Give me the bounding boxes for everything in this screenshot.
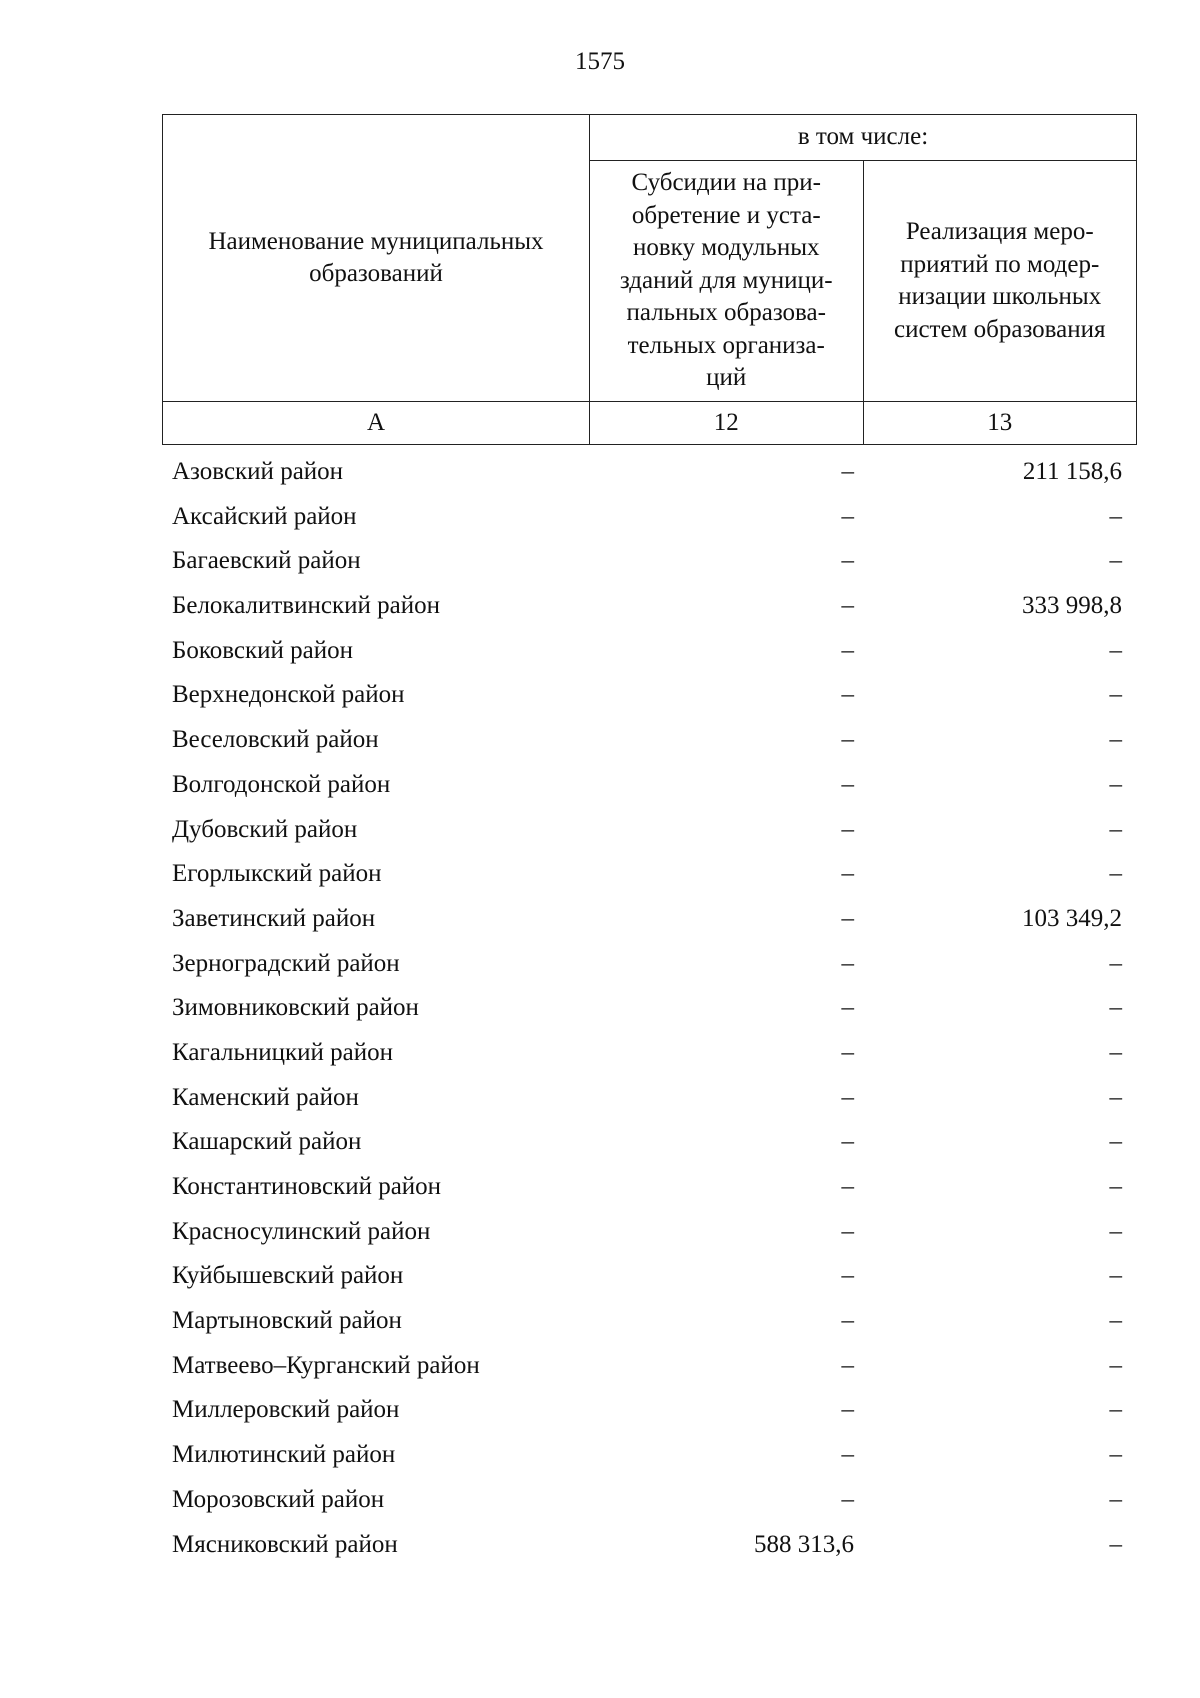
table-row	[0, 1076, 1200, 1121]
table-row	[0, 495, 1200, 540]
table-row	[0, 1388, 1200, 1433]
table-row	[0, 763, 1200, 808]
modernization-value: –	[1109, 681, 1122, 709]
header-column-13-line: Реализация меро-	[905, 218, 1094, 245]
municipality-name: Константиновский район	[172, 1173, 442, 1200]
header-column-13-line: низации школьных	[898, 283, 1102, 310]
modular-buildings-value: –	[841, 1307, 854, 1335]
table-row	[0, 629, 1200, 674]
table-row	[0, 450, 1200, 495]
modernization-value: –	[1109, 815, 1122, 843]
modernization-value: –	[1109, 1530, 1122, 1558]
header-group	[590, 115, 1137, 161]
municipality-name: Дубовский район	[172, 815, 358, 843]
municipality-name: Морозовский район	[172, 1485, 385, 1513]
modernization-value: 211 158,6	[1022, 458, 1122, 485]
table-row	[0, 673, 1200, 718]
header-column-12-line: пальных образова-	[626, 299, 826, 327]
header-group-label: в том числе:	[797, 123, 929, 151]
modular-buildings-value: –	[841, 592, 854, 620]
municipality-name: Милютинский район	[172, 1441, 396, 1469]
modernization-value: –	[1109, 1262, 1122, 1290]
modular-buildings-value: –	[841, 1262, 854, 1290]
modernization-value: –	[1109, 1038, 1122, 1066]
modernization-value: –	[1109, 949, 1122, 977]
municipality-name: Кагальницкий район	[172, 1038, 394, 1066]
modular-buildings-value: –	[841, 1217, 854, 1245]
modernization-value: –	[1109, 770, 1122, 798]
municipality-name: Куйбышевский район	[172, 1262, 404, 1290]
modernization-value: –	[1109, 502, 1122, 530]
table-row	[0, 1299, 1200, 1344]
table-body	[0, 450, 1200, 1567]
modular-buildings-value: –	[841, 458, 854, 485]
header-index-13: 13	[863, 402, 1137, 445]
table-row	[0, 1478, 1200, 1523]
modernization-value: –	[1109, 1307, 1122, 1335]
municipality-name: Азовский район	[172, 458, 344, 485]
header-column-12-line: зданий для муници-	[619, 266, 833, 294]
table-header	[162, 114, 1137, 445]
modular-buildings-value: –	[841, 860, 854, 888]
modernization-value: –	[1109, 1173, 1122, 1200]
municipality-name: Аксайский район	[172, 502, 357, 530]
modular-buildings-value: –	[841, 1351, 854, 1379]
header-index-name: А	[163, 402, 590, 445]
modernization-value: –	[1109, 1351, 1122, 1379]
municipality-name: Егорлыкский район	[172, 860, 382, 888]
municipality-name: Боковский район	[172, 636, 353, 664]
header-name-column	[163, 115, 590, 402]
modernization-value: –	[1109, 1128, 1122, 1156]
modular-buildings-value: –	[841, 1173, 854, 1200]
table-row	[0, 1254, 1200, 1299]
modernization-value: 103 349,2	[1022, 904, 1122, 932]
municipality-name: Матвеево–Курганский район	[172, 1351, 480, 1379]
header-column-12-line: новку модульных	[633, 234, 820, 262]
municipality-name: Зерноградский район	[172, 949, 400, 977]
table-row	[0, 897, 1200, 942]
modular-buildings-value: –	[841, 770, 854, 798]
modular-buildings-value: –	[841, 547, 854, 575]
municipality-name: Белокалитвинский район	[172, 592, 440, 620]
municipality-name: Миллеровский район	[172, 1396, 400, 1424]
table-row	[0, 852, 1200, 897]
table-row	[0, 942, 1200, 987]
header-column-12-line: тельных организа-	[627, 331, 825, 359]
header-column-12	[590, 161, 864, 402]
table-row	[0, 539, 1200, 584]
header-column-12-line: ций	[706, 364, 747, 392]
header-column-13	[863, 161, 1137, 402]
modernization-value: –	[1109, 860, 1122, 888]
header-name-label: Наименование муниципальных образований	[208, 227, 544, 287]
municipality-name: Каменский район	[172, 1083, 359, 1111]
modular-buildings-value: –	[841, 994, 854, 1022]
table-row	[0, 584, 1200, 629]
modernization-value: –	[1109, 994, 1122, 1022]
modernization-value: –	[1109, 1217, 1122, 1245]
modular-buildings-value: –	[841, 502, 854, 530]
table-row	[0, 1433, 1200, 1478]
municipality-name: Зимовниковский район	[172, 994, 419, 1022]
table-row	[0, 808, 1200, 853]
table-row	[0, 1120, 1200, 1165]
modernization-value: –	[1109, 547, 1122, 575]
municipality-name: Красносулинский район	[172, 1217, 431, 1245]
modernization-value: –	[1109, 1396, 1122, 1424]
table-row	[0, 986, 1200, 1031]
modular-buildings-value: –	[841, 1083, 854, 1111]
modernization-value: –	[1109, 1083, 1122, 1111]
municipality-name: Верхнедонской район	[172, 681, 405, 709]
table-row	[0, 718, 1200, 763]
modular-buildings-value: –	[841, 1485, 854, 1513]
modernization-value: –	[1109, 1485, 1122, 1513]
modernization-value: –	[1109, 636, 1122, 664]
modernization-value: 333 998,8	[1022, 592, 1122, 620]
table-row	[0, 1523, 1200, 1568]
modular-buildings-value: –	[841, 1128, 854, 1156]
header-index-12: 12	[590, 402, 864, 445]
header-column-12-line: обретение и уста-	[631, 201, 821, 229]
modular-buildings-value: –	[841, 636, 854, 664]
modular-buildings-value: 588 313,6	[754, 1530, 854, 1558]
municipality-name: Кашарский район	[172, 1128, 362, 1156]
table-row	[0, 1210, 1200, 1255]
modular-buildings-value: –	[841, 681, 854, 709]
modular-buildings-value: –	[841, 1396, 854, 1424]
modular-buildings-value: –	[841, 815, 854, 843]
table-row	[0, 1165, 1200, 1210]
modernization-value: –	[1109, 1441, 1122, 1469]
municipality-name: Багаевский район	[172, 547, 361, 575]
municipality-name: Мясниковский район	[172, 1530, 398, 1558]
modular-buildings-value: –	[841, 1441, 854, 1469]
table-row	[0, 1031, 1200, 1076]
page-number: 1575	[575, 48, 625, 75]
header-column-13-line: приятий по модер-	[900, 250, 1100, 278]
modular-buildings-value: –	[841, 1038, 854, 1066]
modular-buildings-value: –	[841, 726, 854, 754]
municipality-name: Волгодонской район	[172, 770, 391, 798]
municipality-name: Мартыновский район	[172, 1307, 402, 1335]
municipality-name: Заветинский район	[172, 904, 376, 932]
modernization-value: –	[1109, 726, 1122, 754]
modular-buildings-value: –	[841, 949, 854, 977]
modular-buildings-value: –	[841, 904, 854, 932]
table-row	[0, 1344, 1200, 1389]
header-column-12-line: Субсидии на при-	[631, 169, 821, 197]
header-column-13-line: систем образования	[893, 315, 1106, 343]
municipality-name: Веселовский район	[172, 726, 379, 754]
